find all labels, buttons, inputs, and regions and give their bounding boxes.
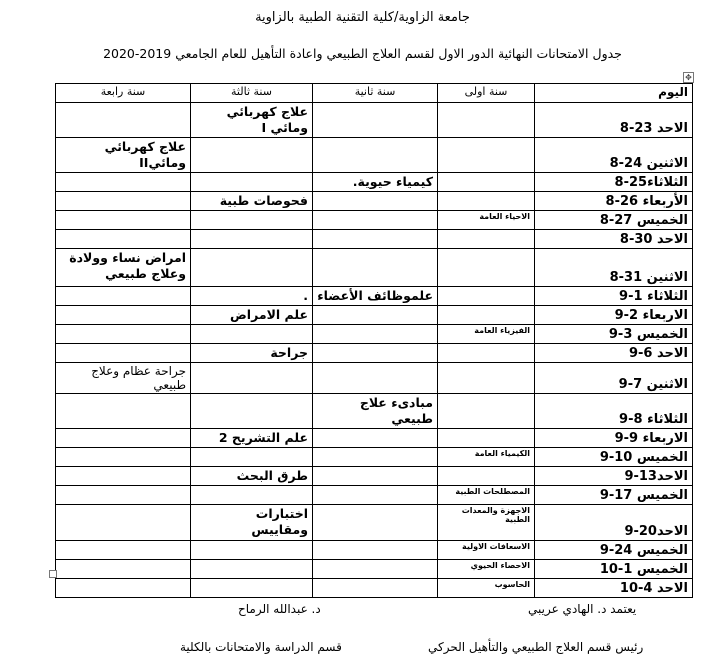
table-row xyxy=(56,344,693,363)
year1-cell xyxy=(438,138,535,173)
year2-cell xyxy=(313,486,438,505)
table-row xyxy=(56,325,693,344)
year1-cell xyxy=(438,192,535,211)
year4-cell xyxy=(56,448,191,467)
day-cell: الاربعاء 2-9 xyxy=(535,306,693,325)
year4-cell xyxy=(56,541,191,560)
year1-cell: الاحياء العامة xyxy=(438,211,535,230)
year2-cell: كيمياء حيوية. xyxy=(313,173,438,192)
year1-cell: الاسعافات الاولية xyxy=(438,541,535,560)
year1-cell: الاجهزة والمعدات الطبية xyxy=(438,505,535,541)
table-row xyxy=(56,429,693,448)
table-row xyxy=(56,192,693,211)
year4-cell xyxy=(56,325,191,344)
year4-cell xyxy=(56,287,191,306)
year3-cell xyxy=(191,211,313,230)
year4-cell xyxy=(56,579,191,598)
year1-cell xyxy=(438,287,535,306)
table-row xyxy=(56,486,693,505)
year3-cell: اختبارات ومقاييس xyxy=(191,505,313,541)
year1-cell: الكيمياء العامة xyxy=(438,448,535,467)
year3-cell xyxy=(191,541,313,560)
year4-cell xyxy=(56,505,191,541)
day-cell: الخميس 27-8 xyxy=(535,211,693,230)
year1-cell xyxy=(438,103,535,138)
year3-cell: جراحة xyxy=(191,344,313,363)
department-head-title: رئيس قسم العلاج الطبيعي والتأهيل الحركي xyxy=(428,640,644,654)
day-cell: الاربعاء 9-9 xyxy=(535,429,693,448)
year1-cell xyxy=(438,429,535,448)
year3-cell xyxy=(191,394,313,429)
table-move-handle-icon[interactable]: ✥ xyxy=(683,72,694,83)
day-cell: الاحد 4-10 xyxy=(535,579,693,598)
year2-cell xyxy=(313,230,438,249)
table-resize-handle[interactable] xyxy=(49,570,57,578)
year3-cell: طرق البحث xyxy=(191,467,313,486)
year1-cell xyxy=(438,306,535,325)
year1-cell: الاحصاء الحيوي xyxy=(438,560,535,579)
year4-cell xyxy=(56,230,191,249)
table-row xyxy=(56,394,693,429)
table-row xyxy=(56,138,693,173)
year4-cell xyxy=(56,344,191,363)
day-cell: الثلاثاء 1-9 xyxy=(535,287,693,306)
year2-cell xyxy=(313,344,438,363)
day-cell: الاحد20-9 xyxy=(535,505,693,541)
year4-cell xyxy=(56,306,191,325)
year4-cell xyxy=(56,467,191,486)
year3-cell: فحوصات طبية xyxy=(191,192,313,211)
year3-cell xyxy=(191,138,313,173)
exam-schedule-table xyxy=(55,83,693,598)
day-cell: الثلاثاء25-8 xyxy=(535,173,693,192)
column-header-year1: سنة اولى xyxy=(438,84,535,103)
year1-cell xyxy=(438,394,535,429)
year1-cell xyxy=(438,467,535,486)
year1-cell: الفيزياء العامة xyxy=(438,325,535,344)
year2-cell xyxy=(313,211,438,230)
approval-signature: يعتمد د. الهادي عريبي xyxy=(528,602,637,616)
day-cell: الاثنين 31-8 xyxy=(535,249,693,287)
table-row xyxy=(56,103,693,138)
year1-cell: المصطلحات الطبية xyxy=(438,486,535,505)
year3-cell: علاج كهربائي ومائي I xyxy=(191,103,313,138)
day-cell: الخميس 17-9 xyxy=(535,486,693,505)
year2-cell xyxy=(313,505,438,541)
year2-cell xyxy=(313,363,438,394)
year4-cell xyxy=(56,192,191,211)
table-row xyxy=(56,505,693,541)
table-row xyxy=(56,306,693,325)
year3-cell xyxy=(191,448,313,467)
table-row xyxy=(56,173,693,192)
table-row xyxy=(56,467,693,486)
year4-cell: علاج كهربائي ومائيII xyxy=(56,138,191,173)
column-header-year2: سنة ثانية xyxy=(313,84,438,103)
year3-cell xyxy=(191,579,313,598)
document-subtitle: جدول الامتحانات النهائية الدور الاول لقسم العلاج الطبيعي واعادة التأهيل للعام الجامعي 2019-2020 xyxy=(103,46,622,61)
year1-cell: الحاسوب xyxy=(438,579,535,598)
day-cell: الاحد 23-8 xyxy=(535,103,693,138)
year3-cell xyxy=(191,363,313,394)
column-header-year4: سنة رابعة xyxy=(56,84,191,103)
year1-cell xyxy=(438,344,535,363)
year3-cell xyxy=(191,230,313,249)
day-cell: الثلاثاء 8-9 xyxy=(535,394,693,429)
year4-cell: جراحة عظام وعلاج طبيعي xyxy=(56,363,191,394)
year2-cell xyxy=(313,249,438,287)
day-cell: الاحد 30-8 xyxy=(535,230,693,249)
year1-cell xyxy=(438,249,535,287)
column-header-year3: سنة ثالثة xyxy=(191,84,313,103)
year3-cell xyxy=(191,173,313,192)
year2-cell: مبادىء علاج طبيعي xyxy=(313,394,438,429)
table-row xyxy=(56,249,693,287)
table-row xyxy=(56,230,693,249)
column-header-day: اليوم xyxy=(535,84,693,103)
table-row xyxy=(56,211,693,230)
year2-cell xyxy=(313,429,438,448)
year2-cell xyxy=(313,579,438,598)
second-signatory-name: د. عبدالله الرماح xyxy=(238,602,321,616)
day-cell: الاحد13-9 xyxy=(535,467,693,486)
document-header-title: جامعة الزاوية/كلية التقنية الطبية بالزاوية xyxy=(255,10,470,25)
year2-cell xyxy=(313,192,438,211)
year4-cell xyxy=(56,429,191,448)
year2-cell: علموظائف الأعضاء xyxy=(313,287,438,306)
table-row xyxy=(56,363,693,394)
year3-cell xyxy=(191,249,313,287)
year3-cell: علم التشريح 2 xyxy=(191,429,313,448)
year1-cell xyxy=(438,173,535,192)
day-cell: الخميس 24-9 xyxy=(535,541,693,560)
table-row xyxy=(56,560,693,579)
year4-cell xyxy=(56,394,191,429)
year3-cell: علم الامراض xyxy=(191,306,313,325)
year3-cell: . xyxy=(191,287,313,306)
year1-cell xyxy=(438,230,535,249)
table-header-row xyxy=(56,84,693,103)
day-cell: الاحد 6-9 xyxy=(535,344,693,363)
year2-cell xyxy=(313,306,438,325)
year4-cell xyxy=(56,103,191,138)
year2-cell xyxy=(313,103,438,138)
year4-cell xyxy=(56,173,191,192)
table-row xyxy=(56,448,693,467)
year2-cell xyxy=(313,448,438,467)
table-row xyxy=(56,287,693,306)
year2-cell xyxy=(313,560,438,579)
day-cell: الخميس 3-9 xyxy=(535,325,693,344)
year2-cell xyxy=(313,467,438,486)
day-cell: الأربعاء 26-8 xyxy=(535,192,693,211)
year3-cell xyxy=(191,325,313,344)
year3-cell xyxy=(191,560,313,579)
year1-cell xyxy=(438,363,535,394)
year2-cell xyxy=(313,138,438,173)
year4-cell xyxy=(56,486,191,505)
day-cell: الخميس 10-9 xyxy=(535,448,693,467)
year3-cell xyxy=(191,486,313,505)
day-cell: الخميس 1-10 xyxy=(535,560,693,579)
day-cell: الاثنين 7-9 xyxy=(535,363,693,394)
year4-cell xyxy=(56,211,191,230)
exams-office-title: قسم الدراسة والامتحانات بالكلية xyxy=(180,640,342,654)
year4-cell: امراض نساء وولادة وعلاج طبيعي xyxy=(56,249,191,287)
table-row xyxy=(56,541,693,560)
year2-cell xyxy=(313,325,438,344)
year4-cell xyxy=(56,560,191,579)
day-cell: الاثنين 24-8 xyxy=(535,138,693,173)
table-row xyxy=(56,579,693,598)
year2-cell xyxy=(313,541,438,560)
